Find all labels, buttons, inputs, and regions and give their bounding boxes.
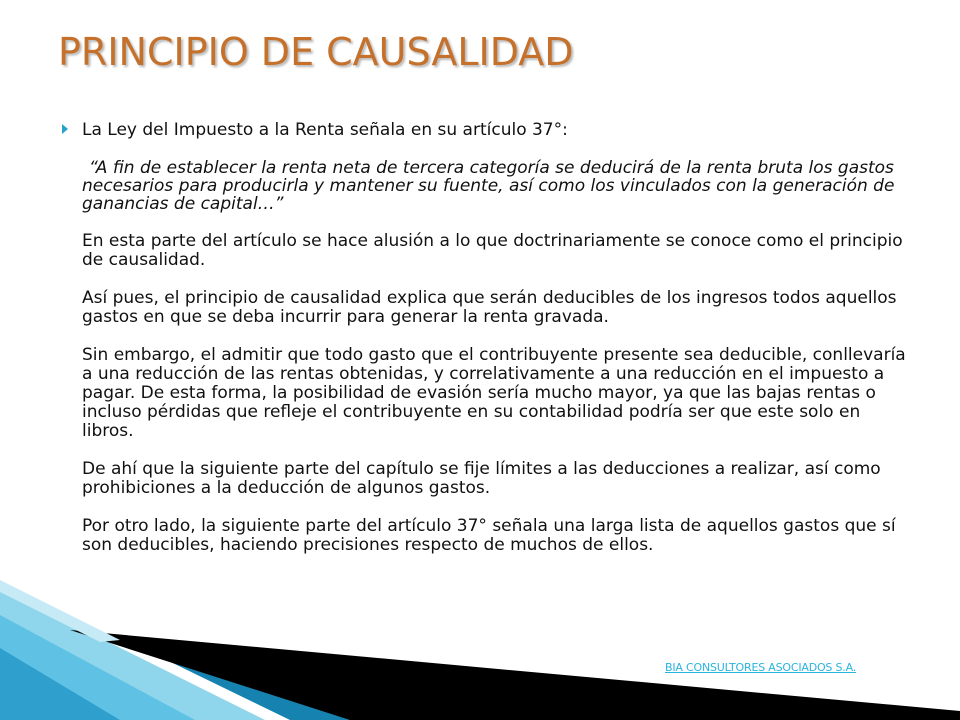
bullet-item (60, 120, 910, 555)
triangle-bullet-icon (60, 120, 82, 136)
bullet-intro: La Ley del Impuesto a la Renta señala en su artículo 37°: (82, 120, 568, 140)
law-quote: “A fin de establecer la renta neta de tercera categoría se deducirá de la renta bruta los gastos necesarios para producirla y mantener su fuente, así como los vinculados con la generación de ganancias de capital…” (82, 158, 895, 214)
footer-company-name: BIA CONSULTORES ASOCIADOS S.A. (665, 661, 857, 674)
paragraph-evasion-risk: Sin embargo, el admitir que todo gasto que el contribuyente presente sea deducible, conllevaría a una reducción de las rentas obtenidas, y correlativamente a una reducción en el impuesto a pagar. De esta forma, la posibilidad de evasión sería mucho mayor, ya que las bajas rentas o incluso pérdidas que refleje el contribuyente en su contabilidad podría ser que este solo en libros. (82, 345, 906, 441)
paragraph-deductible-expenses: Así pues, el principio de causalidad explica que serán deducibles de los ingresos todos aquellos gastos en que se deba incurrir para generar la renta gravada. (82, 288, 897, 327)
slide-body (60, 120, 910, 555)
paragraph-deduction-limits: De ahí que la siguiente parte del capítulo se fije límites a las deducciones a realizar, así como prohibiciones a la deducción de algunos gastos. (82, 459, 881, 498)
paragraph-deductible-list: Por otro lado, la siguiente parte del artículo 37° señala una larga lista de aquellos gastos que sí son deducibles, haciendo precisiones respecto de muchos de ellos. (82, 516, 896, 555)
slide-title: PRINCIPIO DE CAUSALIDAD (58, 30, 574, 74)
paragraph-causality-principle: En esta parte del artículo se hace alusión a lo que doctrinariamente se conoce como el principio de causalidad. (82, 231, 903, 270)
decorative-footer-bars (0, 570, 960, 720)
bullet-content (82, 120, 910, 555)
